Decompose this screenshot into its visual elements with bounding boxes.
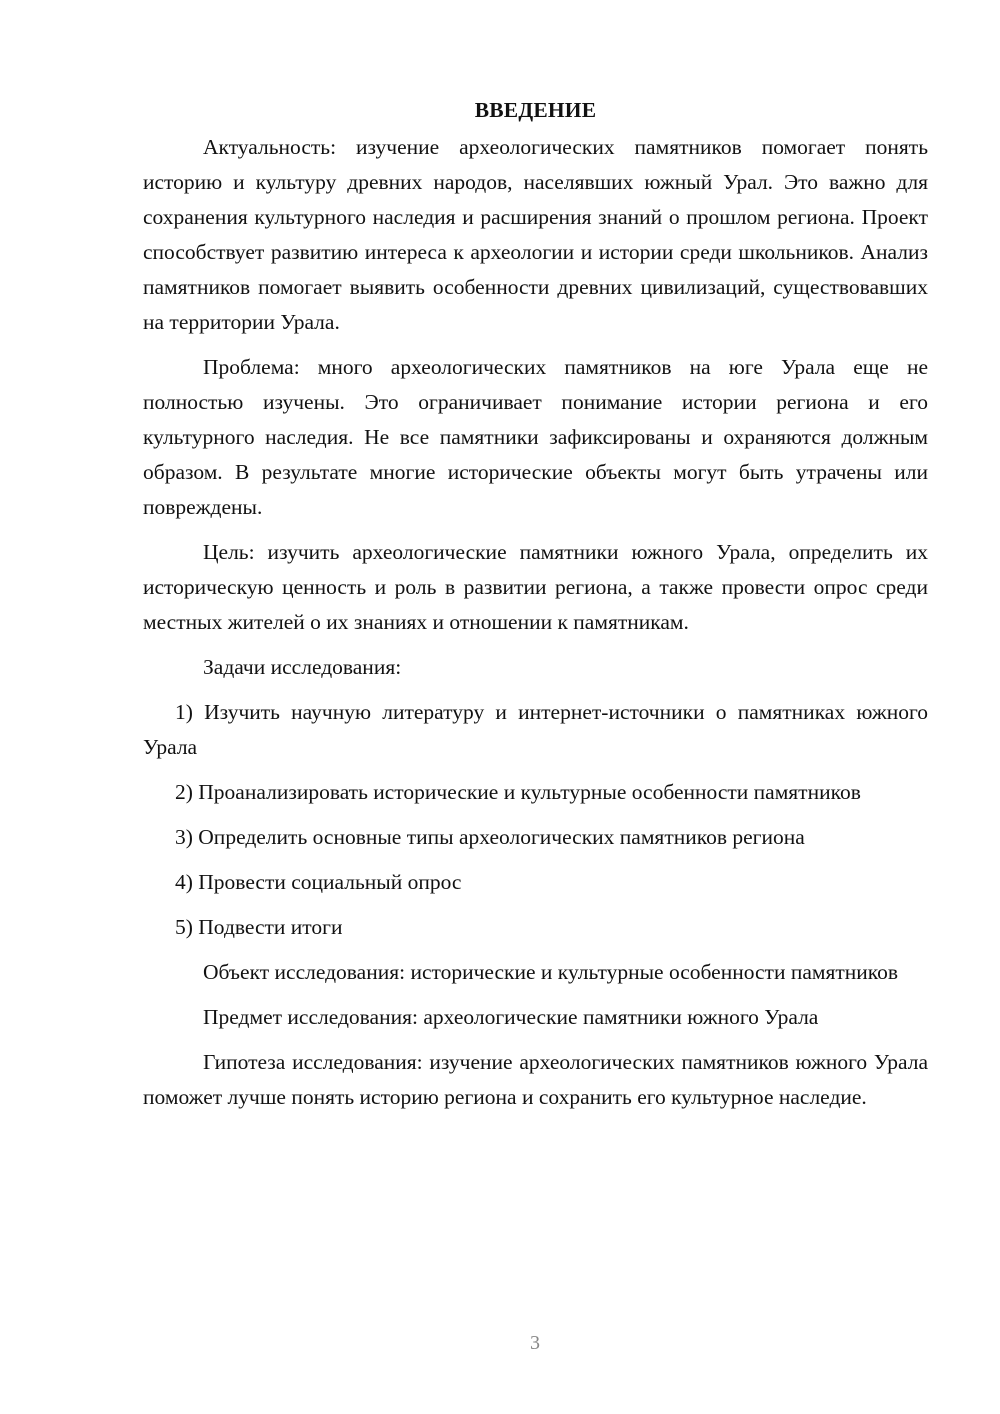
object-paragraph: Объект исследования: исторические и культурные особенности памятников	[203, 960, 899, 984]
problem-paragraph: Проблема: много археологических памятников на юге Урала еще не полностью изучены. Это ограничивает понимание истории региона и его культурного наследия. Не все памятники зафиксированы и охраняются должным образом. В результате многие исторические объекты могут быть утрачены или повреждены.	[143, 355, 928, 519]
task-item-3: 3) Определить основные типы археологических памятников региона	[175, 825, 805, 849]
subject-paragraph: Предмет исследования: археологические памятники южного Урала	[203, 1005, 819, 1029]
task-item-1: 1) Изучить научную литературу и интернет-источники о памятниках южного Урала	[143, 700, 928, 759]
task-item-4: 4) Провести социальный опрос	[175, 870, 462, 894]
hypothesis-paragraph: Гипотеза исследования: изучение археологических памятников южного Урала поможет лучше понять историю региона и сохранить его культурное наследие.	[143, 1050, 928, 1109]
relevance-paragraph: Актуальность: изучение археологических памятников помогает понять историю и культуру древних народов, населявших южный Урал. Это важно для сохранения культурного наследия и расширения знаний о прошлом региона. Проект способствует развитию интереса к археологии и истории среди школьников. Анализ памятников помогает выявить особенности древних цивилизаций, существовавших на территории Урала.	[143, 135, 928, 334]
goal-paragraph: Цель: изучить археологические памятники южного Урала, определить их историческую ценность и роль в развитии региона, а также провести опрос среди местных жителей о их знаниях и отношении к памятникам.	[143, 540, 928, 634]
page-number: 3	[530, 1332, 540, 1354]
page-title: ВВЕДЕНИЕ	[474, 98, 597, 122]
tasks-heading: Задачи исследования:	[203, 655, 402, 679]
task-item-2: 2) Проанализировать исторические и культурные особенности памятников	[175, 780, 861, 804]
document-page	[143, 94, 928, 1115]
task-item-5: 5) Подвести итоги	[175, 915, 343, 939]
